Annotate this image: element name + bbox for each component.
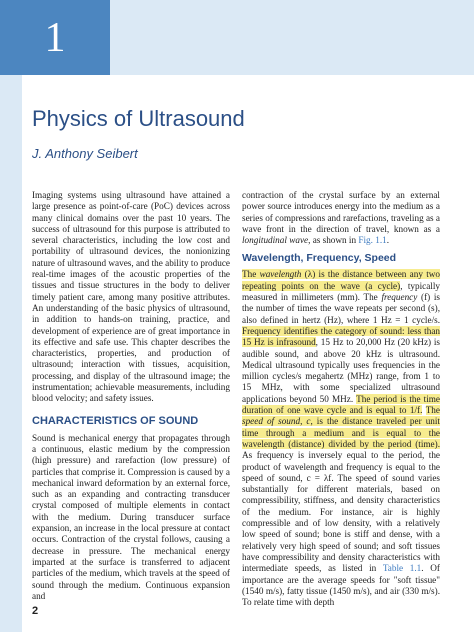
intro-paragraph: Imaging systems using ultrasound have attained a large presence as point-of-care (PoC) devices across many clinical domains over the past 10 years. The success of ultrasound for this purpose is attributed to several characteristics, including the low cost and portability of ultrasound devices, the nonionizing nature of ultrasound waves, and the ability to produce real-time images of the acoustic properties of the tissues and tissue structures in the body to deliver timely patient care, among many positive attributes. An understanding of the basic physics of ultrasound, in addition to hands-on training, practice, and development of experience are of great importance in its effective and safe use. This chapter describes the characteristics, properties, and production of ultrasound; interaction with tissues, acquisition, processing, and display of the ultrasound image; the instrumentation; achievable measurements, including blood velocity; and safety issues. xyxy=(32,190,230,404)
term-speed-of-sound: speed of sound, c xyxy=(242,416,311,427)
text-run: contraction of the crystal surface by an external power source introduces energy into the medium as a series of compressions and rarefactions, traveling as a wave front in the direction of travel, known as a xyxy=(242,190,440,234)
text-run: . Of importance are the average speeds for "soft tissue" (1540 m/s), fatty tissue (1450 m/s), and air (330 m/s). To relate time with depth xyxy=(242,563,440,608)
text-run: , as shown in xyxy=(308,235,359,246)
text-run: , is the distance traveled per unit time through a medium and is equal to the wavelength (distance) divided by the period (time). xyxy=(242,416,440,449)
term-frequency: frequency xyxy=(381,292,418,303)
wavelength-paragraph xyxy=(242,269,440,608)
chapter-title: Physics of Ultrasound xyxy=(32,106,245,131)
section-paragraph: Sound is mechanical energy that propagates through a continuous, elastic medium by the compression (high pressure) and rarefaction (low pressure) of particles that comprise it. Compression is caused by a mechanical inward deformation by an external force, such as an expanding and contracting transducer crystal composed of multiple elements in contact with the medium. During transducer surface expansion, an increase in the local pressure at contact occurs. Contraction of the crystal follows, causing a decrease in pressure. The mechanical energy imparted at the surface is transferred to adjacent particles of the medium, which travels at the speed of sound through the medium. Continuous expansion and xyxy=(32,432,230,601)
table-link[interactable]: Table 1.1 xyxy=(382,563,422,574)
text-run: . xyxy=(386,235,390,246)
text-run: (f) is the number of times the wave repeats per second (s), also defined in hertz (Hz), where 1 Hz = 1 cycle/s. xyxy=(242,292,440,325)
subsection-heading: Wavelength, Frequency, Speed xyxy=(242,252,397,265)
highlight-period: The period is the time duration of one wave cycle and is equal to 1/f. xyxy=(242,393,440,416)
term-longitudinal-wave: longitudinal wave xyxy=(242,235,309,246)
text-run: The xyxy=(425,405,440,416)
continuation-paragraph xyxy=(242,190,440,246)
figure-link[interactable]: Fig. 1.1 xyxy=(358,235,387,246)
term-wavelength: wavelength xyxy=(259,269,302,280)
highlight-frequency: Frequency identifies the category of sound: less than 15 Hz is infrasound xyxy=(242,325,440,348)
chapter-number: 1 xyxy=(0,0,110,75)
text-run: (λ) is the distance between any two repeating points on the wave (a cycle) xyxy=(242,269,440,291)
page-number: 2 xyxy=(32,605,39,617)
margin-band xyxy=(0,75,22,632)
text-run: , 15 Hz to 20,000 Hz (20 kHz) is audible sound, and above 20 kHz is ultrasound. Medical ultrasound typically uses frequencies in the million cycles/s megahertz (MHz) range, from 1 to 15 MHz, with some specialized ultrasound applications beyond 50 MHz. xyxy=(242,337,440,404)
text-run: As frequency is inversely equal to the period, the product of wavelength and frequency is equal to the speed of sound, c = λf. The speed of sound varies substantially for different materials, based on compressibility, stiffness, and density characteristics of the medium. For instance, air is highly compressible and of low density, with a relatively low speed of sound; bone is stiff and dense, with a relatively very high speed of sound; and soft tissues have compressibility and density characteristics with intermediate speeds, as listed in xyxy=(242,450,440,574)
section-heading: CHARACTERISTICS OF SOUND xyxy=(32,414,199,427)
text-run: The xyxy=(242,269,260,280)
left-column xyxy=(32,190,230,610)
right-column xyxy=(242,190,440,610)
text-run: , typically measured in millimeters (mm). The xyxy=(242,280,440,303)
chapter-author: J. Anthony Seibert xyxy=(32,146,138,161)
